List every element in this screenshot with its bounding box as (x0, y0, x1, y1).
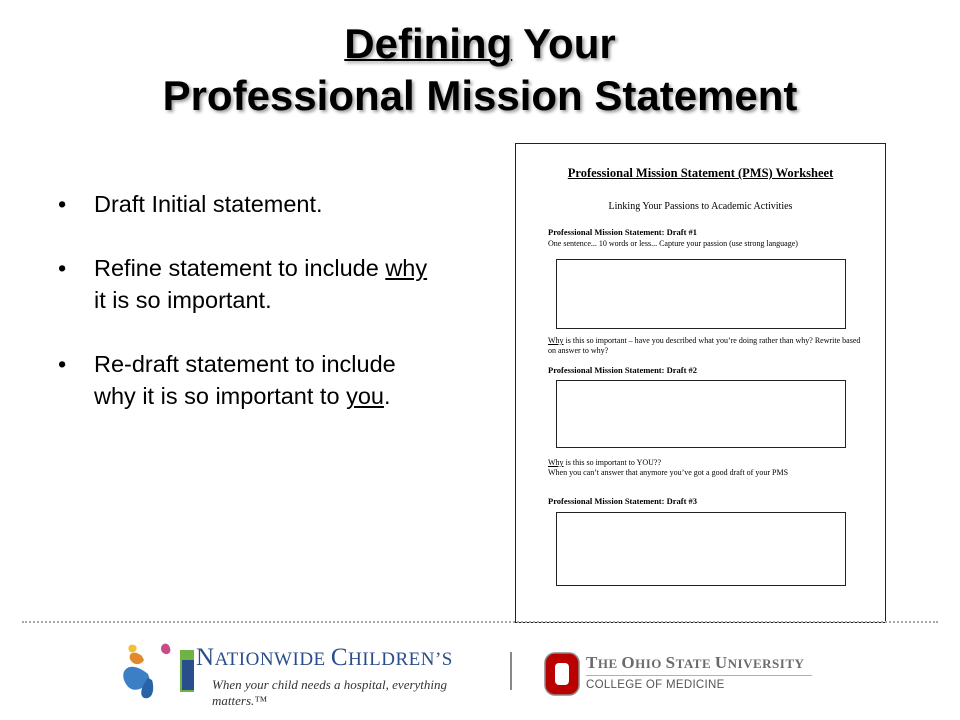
why2-rest: is this so important to YOU?? (563, 458, 662, 467)
draft2-heading: Professional Mission Statement: Draft #2 (548, 365, 698, 375)
college-of-medicine-label: COLLEGE OF MEDICINE (586, 679, 725, 691)
why2-text-2: When you can’t answer that anymore you’ve got a good draft of your PMS (548, 468, 789, 477)
logo-separator (510, 652, 512, 690)
why2-underlined: Why (548, 458, 564, 467)
draft1-box (556, 259, 846, 329)
bullet-text: Re-draft statement to include why it is so important to (94, 351, 396, 409)
bullet-dot-icon: • (58, 255, 67, 281)
nationwide-childrens-tagline: When your child needs a hospital, everything matters.™ (212, 677, 448, 708)
bullet-list (58, 188, 428, 444)
bullet-item-3 (58, 348, 428, 412)
draft3-box (556, 512, 846, 586)
why1-text (548, 336, 868, 356)
title-underlined-word: Defining (344, 20, 513, 67)
bullet-text: . (383, 383, 391, 409)
bullet-item-2 (58, 252, 428, 316)
draft1-instruction: One sentence... 10 words or less... Capture your passion (use strong language) (548, 239, 798, 248)
block-o-icon (544, 652, 580, 696)
title-line-2: Professional Mission Statement (162, 72, 798, 119)
draft3-heading: Professional Mission Statement: Draft #3 (548, 496, 698, 506)
why2-text (548, 458, 868, 468)
ohio-state-wordmark: THE OHIO STATE UNIVERSITY (586, 653, 805, 672)
draft2-box (556, 380, 846, 448)
bullet-text: Refine statement to include (94, 255, 386, 281)
bullet-dot-icon: • (58, 191, 67, 217)
nationwide-childrens-wordmark: NATIONWIDE CHILDREN’S (196, 644, 453, 671)
bullet-emphasis: why (385, 255, 428, 281)
bullet-item-1 (58, 188, 428, 220)
footer-divider (22, 621, 938, 623)
bullet-text: Draft Initial statement. (94, 191, 323, 217)
ohio-state-rule (586, 675, 812, 676)
bullet-dot-icon: • (58, 351, 67, 377)
why1-rest: is this so important – have you described what you’re doing rather than why? Rewrite based on answer to why? (548, 336, 861, 355)
slide-title (0, 18, 960, 122)
bullet-text: it is so important. (94, 287, 272, 313)
nationwide-childrens-logo (118, 638, 488, 708)
why1-underlined: Why (548, 336, 564, 345)
worksheet-image (515, 143, 886, 623)
ohio-state-logo (544, 650, 844, 698)
worksheet-subtitle: Linking Your Passions to Academic Activities (608, 201, 793, 212)
title-line-1-rest: Your (512, 20, 616, 67)
worksheet-title: Professional Mission Statement (PMS) Worksheet (567, 166, 834, 180)
draft1-heading: Professional Mission Statement: Draft #1 (548, 227, 698, 237)
title-line-1 (0, 18, 960, 70)
bullet-emphasis: you (346, 383, 384, 409)
butterfly-icon (118, 638, 196, 702)
